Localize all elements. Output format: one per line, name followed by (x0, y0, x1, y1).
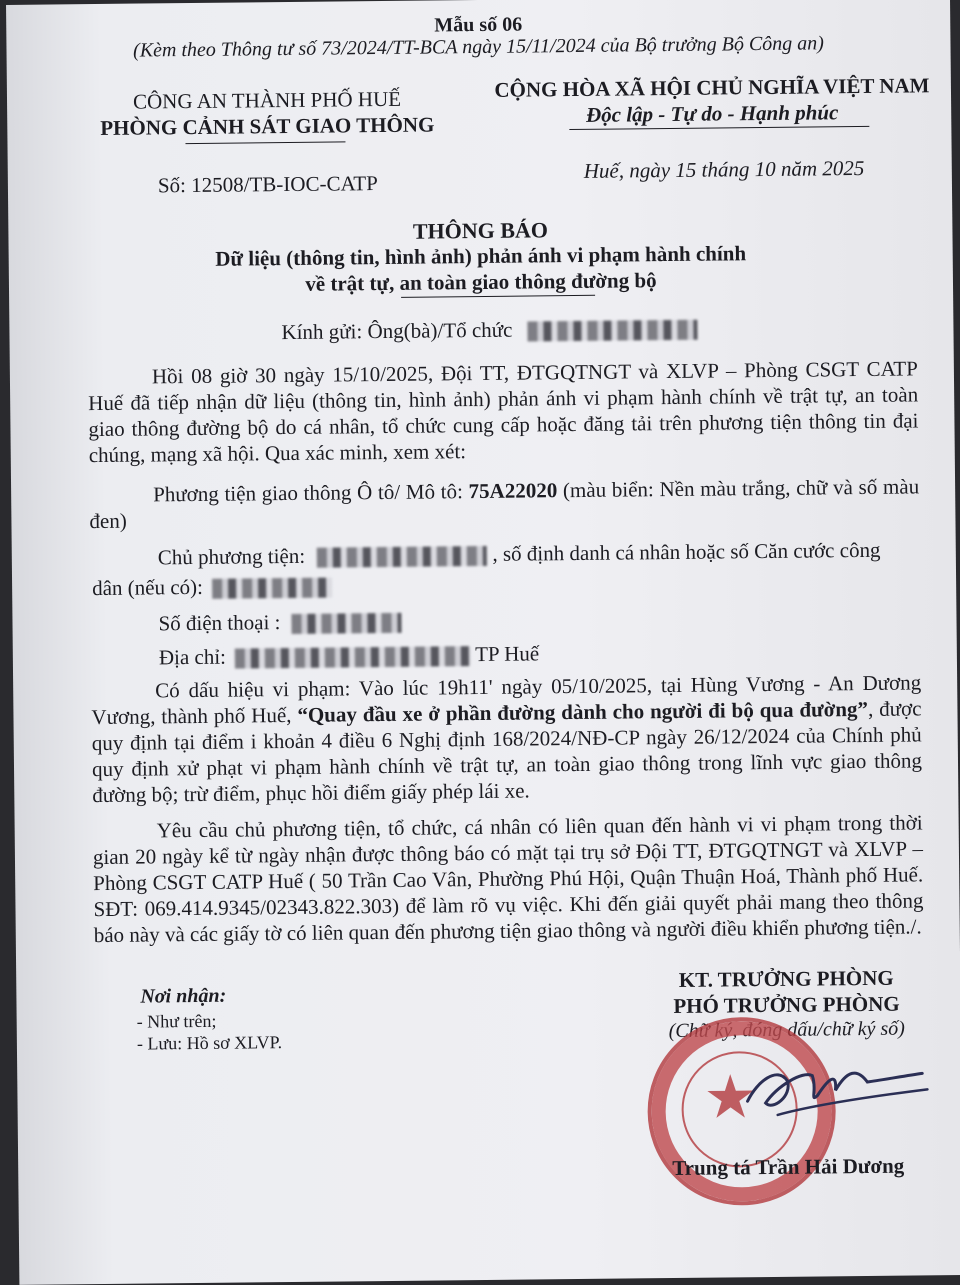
place-date: Huế, ngày 15 tháng 10 năm 2025 (583, 155, 865, 183)
phone-label: Số điện thoại : (158, 610, 281, 636)
country-name: CỘNG HÒA XÃ HỘI CHỦ NGHĨA VIỆT NAM (494, 73, 930, 102)
recipients-label: Nơi nhận: (140, 984, 227, 1008)
notice-title: THÔNG BÁO (412, 217, 549, 244)
license-plate: 75A22020 (468, 478, 558, 504)
recipients-item-1: - Như trên; (136, 1010, 217, 1032)
vehicle-suffix: (màu biển: Nền màu trắng, chữ và số màu đen) (89, 474, 920, 534)
notice-subtitle-1: Dữ liệu (thông tin, hình ảnh) phản ánh vi phạm hành chính (215, 241, 747, 271)
form-number: Mẫu số 06 (434, 13, 523, 37)
vehicle-paragraph (89, 473, 919, 534)
document-body (6, 0, 960, 1285)
address-label: Địa chỉ: (158, 644, 227, 670)
redacted-owner (316, 546, 486, 568)
signature-note: (Chữ ký, đóng dấu/chữ ký số) (668, 1017, 906, 1043)
citizen-id-line (92, 574, 332, 602)
address-suffix: TP Huế (475, 641, 540, 667)
signature-title-1: KT. TRƯỞNG PHÒNG (678, 965, 894, 992)
agency-department: PHÒNG CẢNH SÁT GIAO THÔNG (100, 112, 435, 140)
form-attachment: (Kèm theo Thông tư số 73/2024/TT-BCA ngày 15/11/2024 của Bộ trưởng Bộ Công an) (132, 32, 824, 62)
redacted-address (235, 646, 471, 668)
agency-name: CÔNG AN THÀNH PHỐ HUẾ (132, 86, 402, 114)
owner-line (158, 538, 881, 571)
address-line (159, 641, 540, 670)
recipients-item-2: - Lưu: Hồ sơ XLVP. (136, 1032, 283, 1054)
document-number: Số: 12508/TB-IOC-CATP (157, 171, 378, 198)
handwritten-signature (717, 1039, 948, 1131)
redacted-recipient (528, 320, 698, 342)
seal-star-icon: ★ (703, 1064, 758, 1131)
agency-underline (185, 141, 345, 144)
redacted-citizen-id (212, 578, 332, 599)
vehicle-prefix: Phương tiện giao thông Ô tô/ Mô tô: (153, 479, 469, 507)
owner-suffix: , số định danh cá nhân hoặc số Căn cước công (492, 537, 881, 566)
country-motto: Độc lập - Tự do - Hạnh phúc (585, 100, 839, 127)
signature-title-2: PHÓ TRƯỞNG PHÒNG (673, 991, 900, 1019)
citizen-id-label: dân (nếu có): (92, 574, 204, 601)
document-paper (6, 0, 960, 1285)
violation-suffix: , được quy định tại điểm i khoản 4 điều 6 Nghị định 168/2024/NĐ-CP ngày 26/12/2024 của Chính phủ quy định xử phạt vi phạm hành chính về trật tự, an toàn giao thông trong lĩnh vực giao thông đường bộ; trừ điểm, phục hồi điểm giấy phép lái xe. (91, 696, 923, 808)
notice-subtitle-2: về trật tự, an toàn giao thông đường bộ (305, 268, 657, 296)
violation-paragraph (91, 669, 922, 808)
recipient-label: Kính gửi: Ông(bà)/Tổ chức (281, 317, 513, 345)
paragraph-received: Hồi 08 giờ 30 ngày 15/10/2025, Đội TT, ĐTGQTNGT và XLVP – Phòng CSGT CATP Huế đã tiếp nhận dữ liệu (thông tin, hình ảnh) phản ánh vi phạm hành chính về trật tự, an toàn giao thông đường bộ do cá nhân, tổ chức cung cấp hoặc đăng tải trên phương tiện thông tin đại chúng, mạng xã hội. Qua xác minh, xem xét: (88, 356, 919, 468)
owner-label: Chủ phương tiện: (157, 543, 306, 570)
violation-description: “Quay đầu xe ở phần đường dành cho người đi bộ qua đường” (297, 696, 869, 727)
redacted-phone (292, 613, 402, 634)
recipient-line (281, 316, 697, 345)
phone-line (158, 609, 401, 637)
signer-name: Trung tá Trần Hải Dương (672, 1153, 905, 1181)
request-paragraph: Yêu cầu chủ phương tiện, tổ chức, cá nhân có liên quan đến hành vi vi phạm trong thời gian 20 ngày kể từ ngày nhận được thông báo có mặt tại trụ sở Đội TT, ĐTGQTNGT và XLVP – Phòng CSGT CATP Huế ( 50 Trần Cao Vân, Phường Phú Hội, Quận Thuận Hoá, Thành phố Huế. SĐT: 069.414.9345/02343.822.303) để làm rõ vụ việc. Khi đến giải quyết phải mang theo thông báo này và các giấy tờ có liên quan đến phương tiện giao thông và người điều khiển phương tiện./. (92, 810, 924, 948)
violation-prefix: Có dấu hiệu vi phạm: Vào lúc 19h11' ngày 05/10/2025, tại Hùng Vương - An Dương Vương, thành phố Huế, (91, 670, 922, 730)
